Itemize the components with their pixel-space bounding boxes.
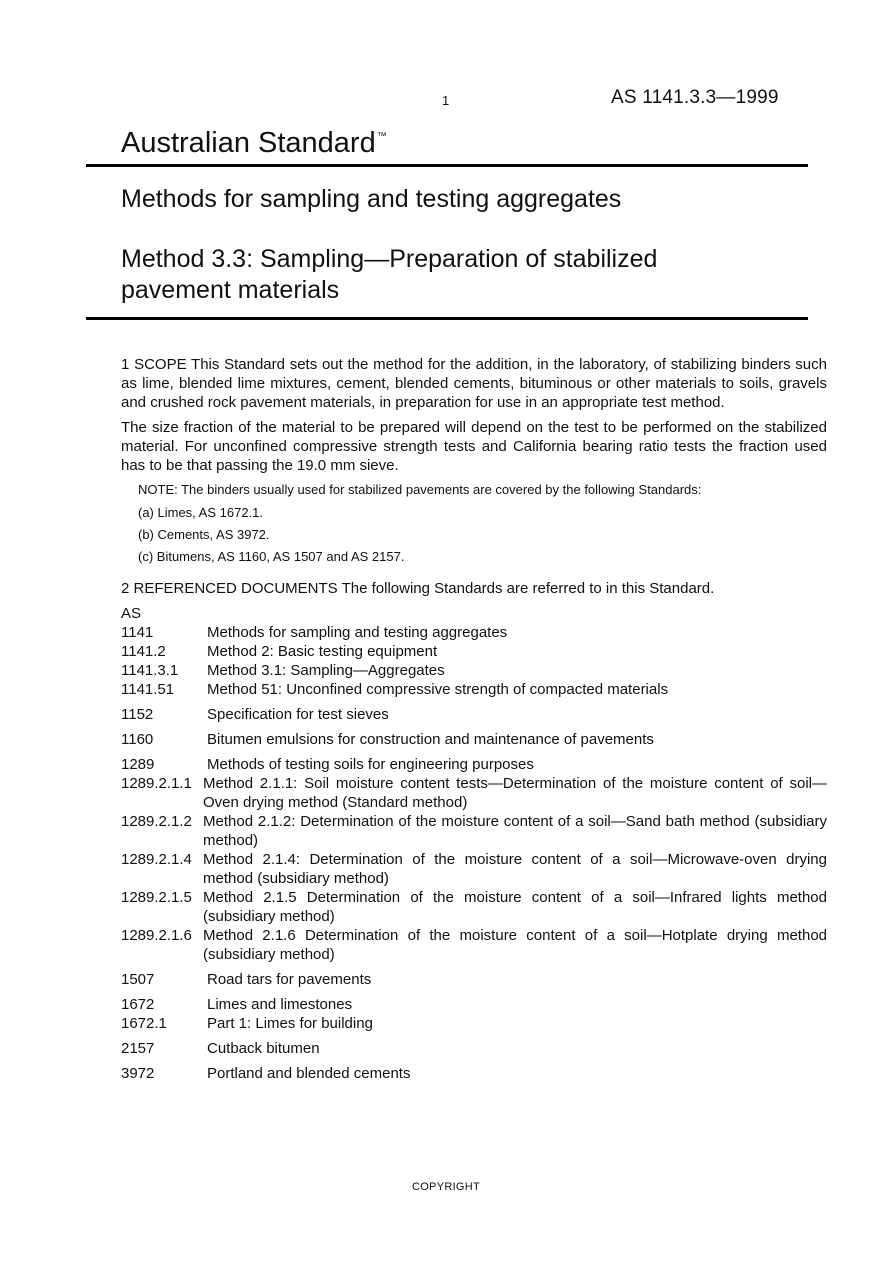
reference-title: Method 51: Unconfined compressive strength of compacted materials — [207, 681, 669, 698]
reference-title: Method 2.1.2: Determination of the moisture content of a soil—Sand bath method (subsidiary method) — [203, 813, 827, 849]
reference-title: Road tars for pavements — [207, 971, 372, 988]
binders-note — [138, 481, 818, 565]
reference-title: Methods of testing soils for engineering purposes — [207, 756, 534, 773]
document-body — [121, 355, 827, 1089]
size-fraction-paragraph: The size fraction of the material to be prepared will depend on the test to be performed on the stabilized material. For unconfined compressive strength tests and California bearing ratio tests the fraction used has to be that passing the 19.0 mm sieve. — [121, 419, 827, 474]
page-number: 1 — [442, 93, 450, 108]
method-title: Method 3.3: Sampling—Preparation of stabilized pavement materials — [121, 245, 658, 304]
reference-title: Specification for test sieves — [207, 706, 389, 723]
reference-title: Methods for sampling and testing aggregates — [207, 624, 508, 641]
reference-group — [121, 623, 827, 699]
note-item: (b) Cements, AS 3972. — [138, 527, 270, 542]
reference-entry — [121, 1039, 827, 1058]
reference-code: 1141.51 — [121, 681, 175, 698]
reference-code: 1672 — [121, 996, 155, 1013]
reference-group — [121, 1064, 827, 1083]
as-label: AS — [121, 605, 142, 622]
reference-entry — [121, 812, 827, 850]
reference-entry — [121, 995, 827, 1014]
reference-title: Limes and limestones — [207, 996, 353, 1013]
trademark-symbol: ™ — [376, 131, 387, 142]
reference-title: Part 1: Limes for building — [207, 1015, 373, 1032]
reference-code: 1289.2.1.6 — [121, 927, 192, 944]
reference-title: Method 2.1.6 Determination of the moisture content of a soil—Hotplate drying method (subsidiary method) — [203, 927, 827, 963]
reference-group — [121, 730, 827, 749]
bottom-rule — [86, 317, 808, 320]
reference-code: 1289.2.1.1 — [121, 775, 192, 792]
reference-title: Portland and blended cements — [207, 1065, 411, 1082]
brand-heading — [121, 127, 387, 160]
reference-title: Method 2.1.5 Determination of the moisture content of a soil—Infrared lights method (subsidiary method) — [203, 889, 827, 925]
reference-code: 1141.2 — [121, 643, 166, 660]
note-item: (a) Limes, AS 1672.1. — [138, 505, 264, 520]
reference-entry — [121, 1014, 827, 1033]
reference-entry — [121, 680, 827, 699]
reference-entry — [121, 850, 827, 888]
reference-group — [121, 705, 827, 724]
reference-title: Cutback bitumen — [207, 1040, 320, 1057]
reference-entry — [121, 774, 827, 812]
reference-code: 3972 — [121, 1065, 155, 1082]
reference-title: Method 3.1: Sampling—Aggregates — [207, 662, 445, 679]
copyright-footer: COPYRIGHT — [411, 1181, 481, 1193]
reference-entry — [121, 926, 827, 964]
reference-code: 1289 — [121, 756, 155, 773]
reference-title: Method 2.1.1: Soil moisture content tests—Determination of the moisture content of soil—Oven drying method (Standard method) — [203, 775, 827, 811]
reference-code: 1289.2.1.4 — [121, 851, 192, 868]
reference-group — [121, 995, 827, 1033]
reference-code: 1141 — [121, 624, 154, 641]
reference-entry — [121, 1064, 827, 1083]
reference-entry — [121, 623, 827, 642]
brand-name: Australian Standard — [121, 127, 376, 159]
reference-code: 1672.1 — [121, 1015, 167, 1032]
reference-title: Method 2: Basic testing equipment — [207, 643, 438, 660]
reference-code: 2157 — [121, 1040, 155, 1057]
reference-code: 1507 — [121, 971, 155, 988]
document-title: Methods for sampling and testing aggregates — [121, 185, 622, 213]
reference-group — [121, 1039, 827, 1058]
reference-entry — [121, 888, 827, 926]
reference-group — [121, 755, 827, 964]
reference-entry — [121, 661, 827, 680]
reference-code: 1160 — [121, 731, 154, 748]
reference-list — [121, 623, 827, 1083]
top-rule — [86, 164, 808, 167]
note-item: (c) Bitumens, AS 1160, AS 1507 and AS 2157. — [138, 549, 405, 564]
referenced-documents-heading: 2 REFERENCED DOCUMENTS The following Standards are referred to in this Standard. — [121, 580, 715, 597]
reference-code: 1289.2.1.5 — [121, 889, 192, 906]
reference-entry — [121, 642, 827, 661]
reference-title: Bitumen emulsions for construction and maintenance of pavements — [207, 731, 654, 748]
reference-title: Method 2.1.4: Determination of the moisture content of a soil—Microwave-oven drying method (subsidiary method) — [203, 851, 827, 887]
standard-id: AS 1141.3.3—1999 — [611, 87, 779, 108]
reference-entry — [121, 755, 827, 774]
reference-group — [121, 970, 827, 989]
reference-code: 1152 — [121, 706, 154, 723]
scope-paragraph: 1 SCOPE This Standard sets out the method for the addition, in the laboratory, of stabilizing binders such as lime, blended lime mixtures, cement, blended cements, bituminous or other materials to soils, gravels and crushed rock pavement materials, in preparation for use in an appropriate test method. — [121, 356, 827, 411]
reference-entry — [121, 970, 827, 989]
reference-code: 1289.2.1.2 — [121, 813, 192, 830]
reference-entry — [121, 730, 827, 749]
reference-entry — [121, 705, 827, 724]
note-text: NOTE: The binders usually used for stabilized pavements are covered by the following Standards: — [138, 482, 702, 497]
reference-code: 1141.3.1 — [121, 662, 179, 679]
